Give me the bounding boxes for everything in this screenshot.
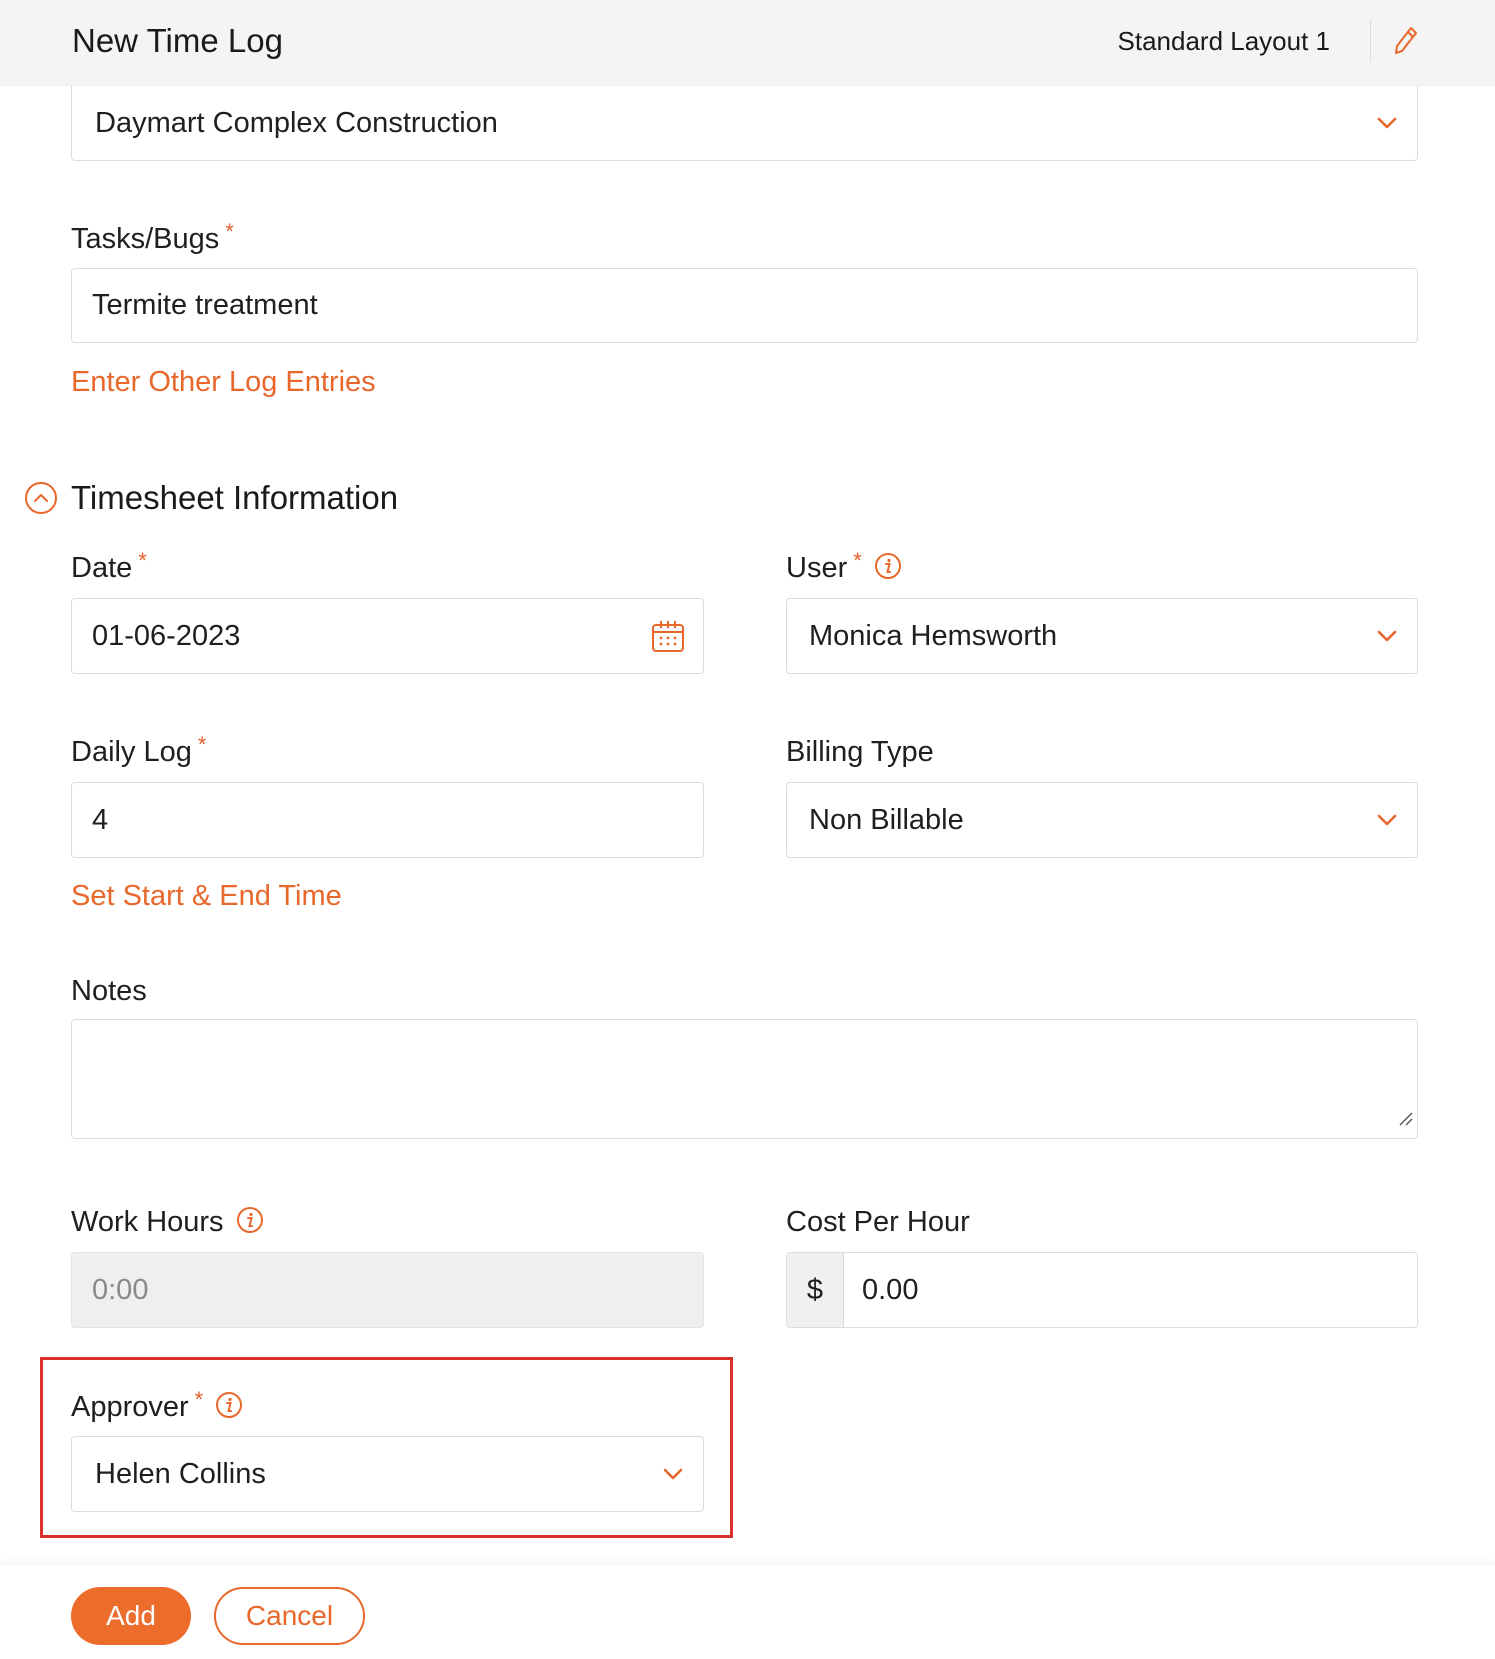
user-select[interactable] — [786, 598, 1418, 674]
currency-prefix: $ — [787, 1253, 844, 1327]
header-divider — [1370, 20, 1371, 62]
info-icon[interactable] — [215, 1391, 243, 1419]
notes-textarea[interactable] — [71, 1019, 1418, 1139]
required-mark: * — [853, 548, 862, 573]
calendar-icon[interactable] — [633, 619, 703, 653]
required-mark: * — [138, 548, 147, 573]
required-mark: * — [225, 219, 234, 244]
work-hours-input — [71, 1252, 704, 1328]
daily-log-input[interactable] — [71, 782, 704, 858]
tasks-input[interactable] — [71, 268, 1418, 343]
info-icon[interactable] — [236, 1206, 264, 1234]
set-start-end-time-link[interactable]: Set Start & End Time — [71, 880, 342, 912]
approver-label: Approver * — [71, 1391, 243, 1424]
work-hours-label: Work Hours — [71, 1206, 264, 1239]
info-icon[interactable] — [874, 552, 902, 580]
add-button[interactable]: Add — [71, 1587, 191, 1645]
layout-selector[interactable]: Standard Layout 1 — [1117, 26, 1330, 56]
date-input[interactable] — [71, 598, 704, 674]
daily-log-label: Daily Log * — [71, 732, 207, 768]
approver-value: Helen Collins — [95, 1457, 266, 1490]
project-select[interactable] — [71, 86, 1418, 161]
approver-select[interactable] — [71, 1436, 704, 1512]
chevron-down-icon — [1357, 813, 1417, 827]
section-title: Timesheet Information — [71, 479, 399, 516]
cancel-button[interactable]: Cancel — [214, 1587, 365, 1645]
required-mark: * — [194, 1387, 204, 1412]
pencil-icon — [1393, 25, 1419, 55]
notes-label: Notes — [71, 975, 147, 1007]
edit-layout-button[interactable] — [1390, 22, 1422, 58]
project-value: Daymart Complex Construction — [95, 106, 498, 139]
tasks-value: Termite treatment — [92, 289, 318, 321]
user-value: Monica Hemsworth — [809, 619, 1058, 652]
billing-type-select[interactable] — [786, 782, 1418, 858]
cost-per-hour-input[interactable] — [786, 1252, 1418, 1328]
date-label: Date * — [71, 548, 147, 584]
notes-value — [72, 1020, 1417, 1034]
required-mark: * — [197, 732, 207, 757]
work-hours-value: 0:00 — [92, 1273, 149, 1306]
billing-type-value: Non Billable — [809, 803, 964, 836]
cost-per-hour-label: Cost Per Hour — [786, 1206, 970, 1238]
chevron-down-icon — [643, 1467, 703, 1481]
tasks-label: Tasks/Bugs * — [71, 219, 234, 255]
enter-other-log-entries-link[interactable]: Enter Other Log Entries — [71, 366, 376, 398]
date-value: 01-06-2023 — [92, 619, 241, 652]
resize-handle-icon[interactable] — [1397, 1101, 1413, 1134]
daily-log-value: 4 — [92, 803, 109, 836]
chevron-down-icon — [1357, 629, 1417, 643]
chevron-down-icon — [1357, 116, 1417, 130]
page-title: New Time Log — [72, 22, 283, 59]
collapse-section-button[interactable] — [24, 481, 58, 515]
user-label: User * — [786, 552, 902, 585]
billing-type-label: Billing Type — [786, 736, 934, 768]
cost-per-hour-value: 0.00 — [862, 1273, 919, 1306]
chevron-up-circle-icon — [24, 481, 58, 515]
